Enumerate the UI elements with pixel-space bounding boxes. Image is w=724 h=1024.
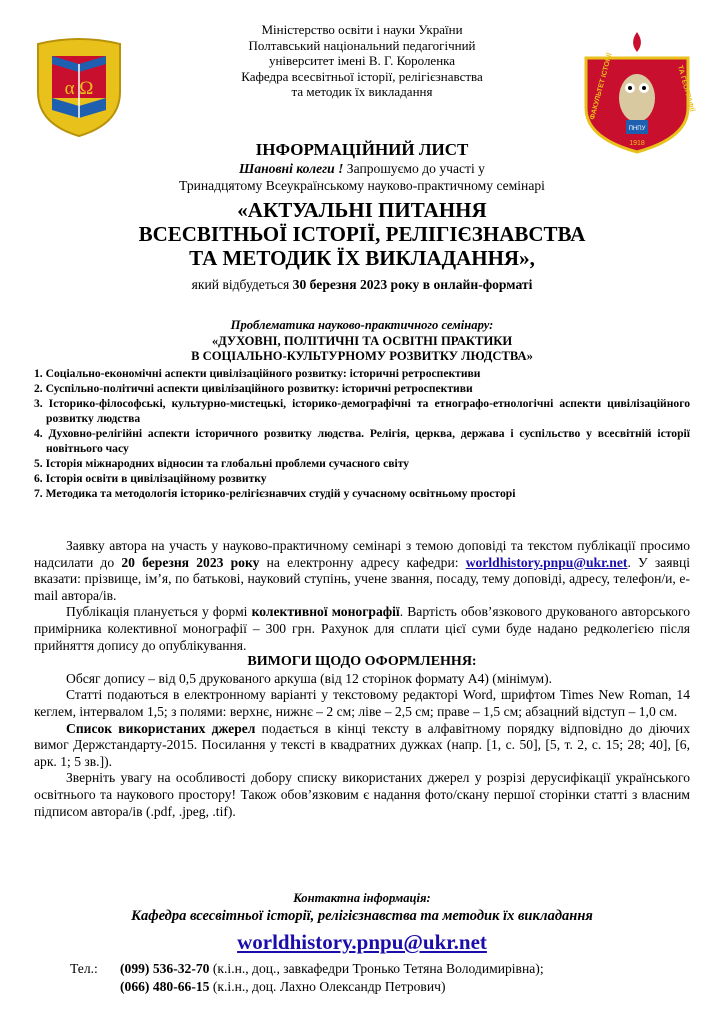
phone-line [120,978,710,996]
list-item: 5. Історія міжнародних відносин та глобальні проблеми сучасного світу [34,457,410,470]
monograph: колективної монографії [251,604,400,620]
faculty-logo [578,30,696,154]
header-line: Міністерство освіти і науки України [261,22,463,37]
p1-text-b: на електронну адресу кафедри: [259,554,466,570]
header-line: Полтавський національний педагогічний [248,37,476,53]
logo-year: 1918 [629,140,645,147]
greeting: Шановні колеги ! [239,161,344,176]
volume-paragraph: Обсяг допису – від 0,5 друкованого аркуша (від 12 сторінок формату А4) (мінімум). [66,670,553,686]
phone-desc: (к.і.н., доц., завкафедри Тронько Тетяна Володимирівна); [209,961,544,976]
date-prefix: який відбудеться [191,277,293,292]
p2-text: Публікація планується у формі [66,604,252,620]
seminar-date: 30 березня 2023 року в онлайн-форматі [292,277,533,292]
university-logo [30,34,128,138]
seminar-date-line [0,277,724,293]
publication-paragraph [34,604,690,654]
phones [120,960,710,996]
format-paragraph: Статті подаються в електронному варіанті у текстовому редакторі Word, шрифтом Times New Roman, 14 кеглем, інтервалом 1,5; з полями: верхнє, нижнє – 2 см; ліве – 2,5 см; праве – 1,5 см; абзацний відступ – 1,0 см. [34,687,690,719]
greeting-line [0,161,724,177]
phone-number: (099) 536-32-70 [120,961,210,976]
sources-paragraph [34,721,690,771]
title-line: ТА МЕТОДИК ЇХ ВИКЛАДАННЯ», [189,246,535,270]
p1-text-c: . У заявці вказати: прізвище, ім’я, по батькові, науковий ступінь, учене звання, посаду, тему доповіді, адресу, телефон/и, e-mail автора/ів. [34,554,690,603]
tel-label: Тел.: [70,961,98,976]
topic-block [0,318,724,365]
invite-text: Запрошуємо до участі у [343,161,485,176]
seminar-title [0,198,724,270]
header-line: Кафедра всесвітньої історії, релігієзнавства [241,68,483,84]
contacts-email-line [0,928,724,959]
institution-header [170,22,554,100]
notice-paragraph: Зверніть увагу на особливості добору списку використаних джерел у розрізі дерусифікації українського освітнього та наукового простору! Також обов’язковим є надання фото/скану першої сторінки статті з власним підписом автора/ів (.pdf, .jpeg, .tif). [34,770,690,819]
p1-text: Заявку автора на участь у науково-практичному семінарі з темою доповіді та текстом публікації просимо надсилати до [34,538,690,570]
requirements-heading: ВИМОГИ ЩОДО ОФОРМЛЕННЯ: [247,654,477,670]
sources-label: Список використаних джерел [66,720,256,736]
phone-number: (066) 480-66-15 [120,979,210,994]
header-line: університет імені В. Г. Короленка [268,53,456,68]
phone-line [120,960,710,978]
list-item: 4. Духовно-релігійні аспекти історичного розвитку людства. Релігія, церква, держава і суспільство у всесвітній історії новітнього часу [34,427,690,455]
contact-email-link[interactable]: worldhistory.pnpu@ukr.net [237,930,487,954]
sections-list [34,366,690,501]
phone-desc: (к.і.н., доц. Лахно Олександр Петрович) [209,979,446,994]
header-line: та методик їх викладання [291,84,433,99]
list-item: 7. Методика та методологія історико-релігієзнавчих студій у сучасному освітньому просторі [34,487,516,500]
doc-type: ІНФОРМАЦІЙНИЙ ЛИСТ [255,140,469,159]
list-item: 6. Історія освіти в цивілізаційному розвитку [34,472,267,485]
logo-letters: α Ω [64,78,94,99]
list-item: 3. Історико-філософські, культурно-мистецькі, історико-демографічні та етнографо-етнологічні аспекти цивілізаційного розвитку людства [34,397,690,425]
application-paragraph [34,538,690,604]
title-line: ВСЕСВІТНЬОЇ ІСТОРІЇ, РЕЛІГІЄЗНАВСТВА [138,222,586,246]
list-item: 2. Суспільно-політичні аспекти цивілізаційного розвитку: історичні ретроспективи [34,382,473,395]
contacts-department: Кафедра всесвітньої історії, релігієзнавства та методик їх викладання [131,908,593,924]
topic-heading: Проблематика науково-практичного семінару: [230,318,494,332]
contacts-heading: Контактна інформація: [293,891,431,905]
topic-line: В СОЦІАЛЬНО-КУЛЬТУРНОМУ РОЗВИТКУ ЛЮДСТВА» [191,349,533,364]
seminar-line: Тринадцятому Всеукраїнському науково-практичному семінарі [179,178,545,193]
sources-text: подається в кінці тексту в алфавітному порядку відповідно до діючих вимог Держстандарту-2015. Посилання у тексті в квадратних дужках (напр. [1, с. 50], [5, т. 2, с. 15; 28; 40], [6, арк. 1; 5 зв.]). [34,720,690,769]
topic-line: «ДУХОВНІ, ПОЛІТИЧНІ ТА ОСВІТНІ ПРАКТИКИ [211,333,513,348]
email-link[interactable]: worldhistory.pnpu@ukr.net [465,554,628,570]
list-item: 1. Соціально-економічні аспекти цивілізаційного розвитку: історичні ретроспективи [34,367,481,380]
body-text [34,538,690,820]
logo-shield-text: ПНПУ [628,126,646,132]
deadline: 20 березня 2023 року [121,554,260,570]
logo-geography-text: ТА ГЕОГРАФІЇ [676,64,696,113]
title-line: «АКТУАЛЬНІ ПИТАННЯ [237,198,487,222]
logo-faculty-text: ФАКУЛЬТЕТ ІСТОРІЇ [589,52,614,121]
p2-text-b: . Вартість обов’язкового друкованого авторського примірника колективної монографії – 300 грн. Рахунок для сплати цієї суми буде надано редколегією після прийняття допису до опублікування. [34,604,690,653]
